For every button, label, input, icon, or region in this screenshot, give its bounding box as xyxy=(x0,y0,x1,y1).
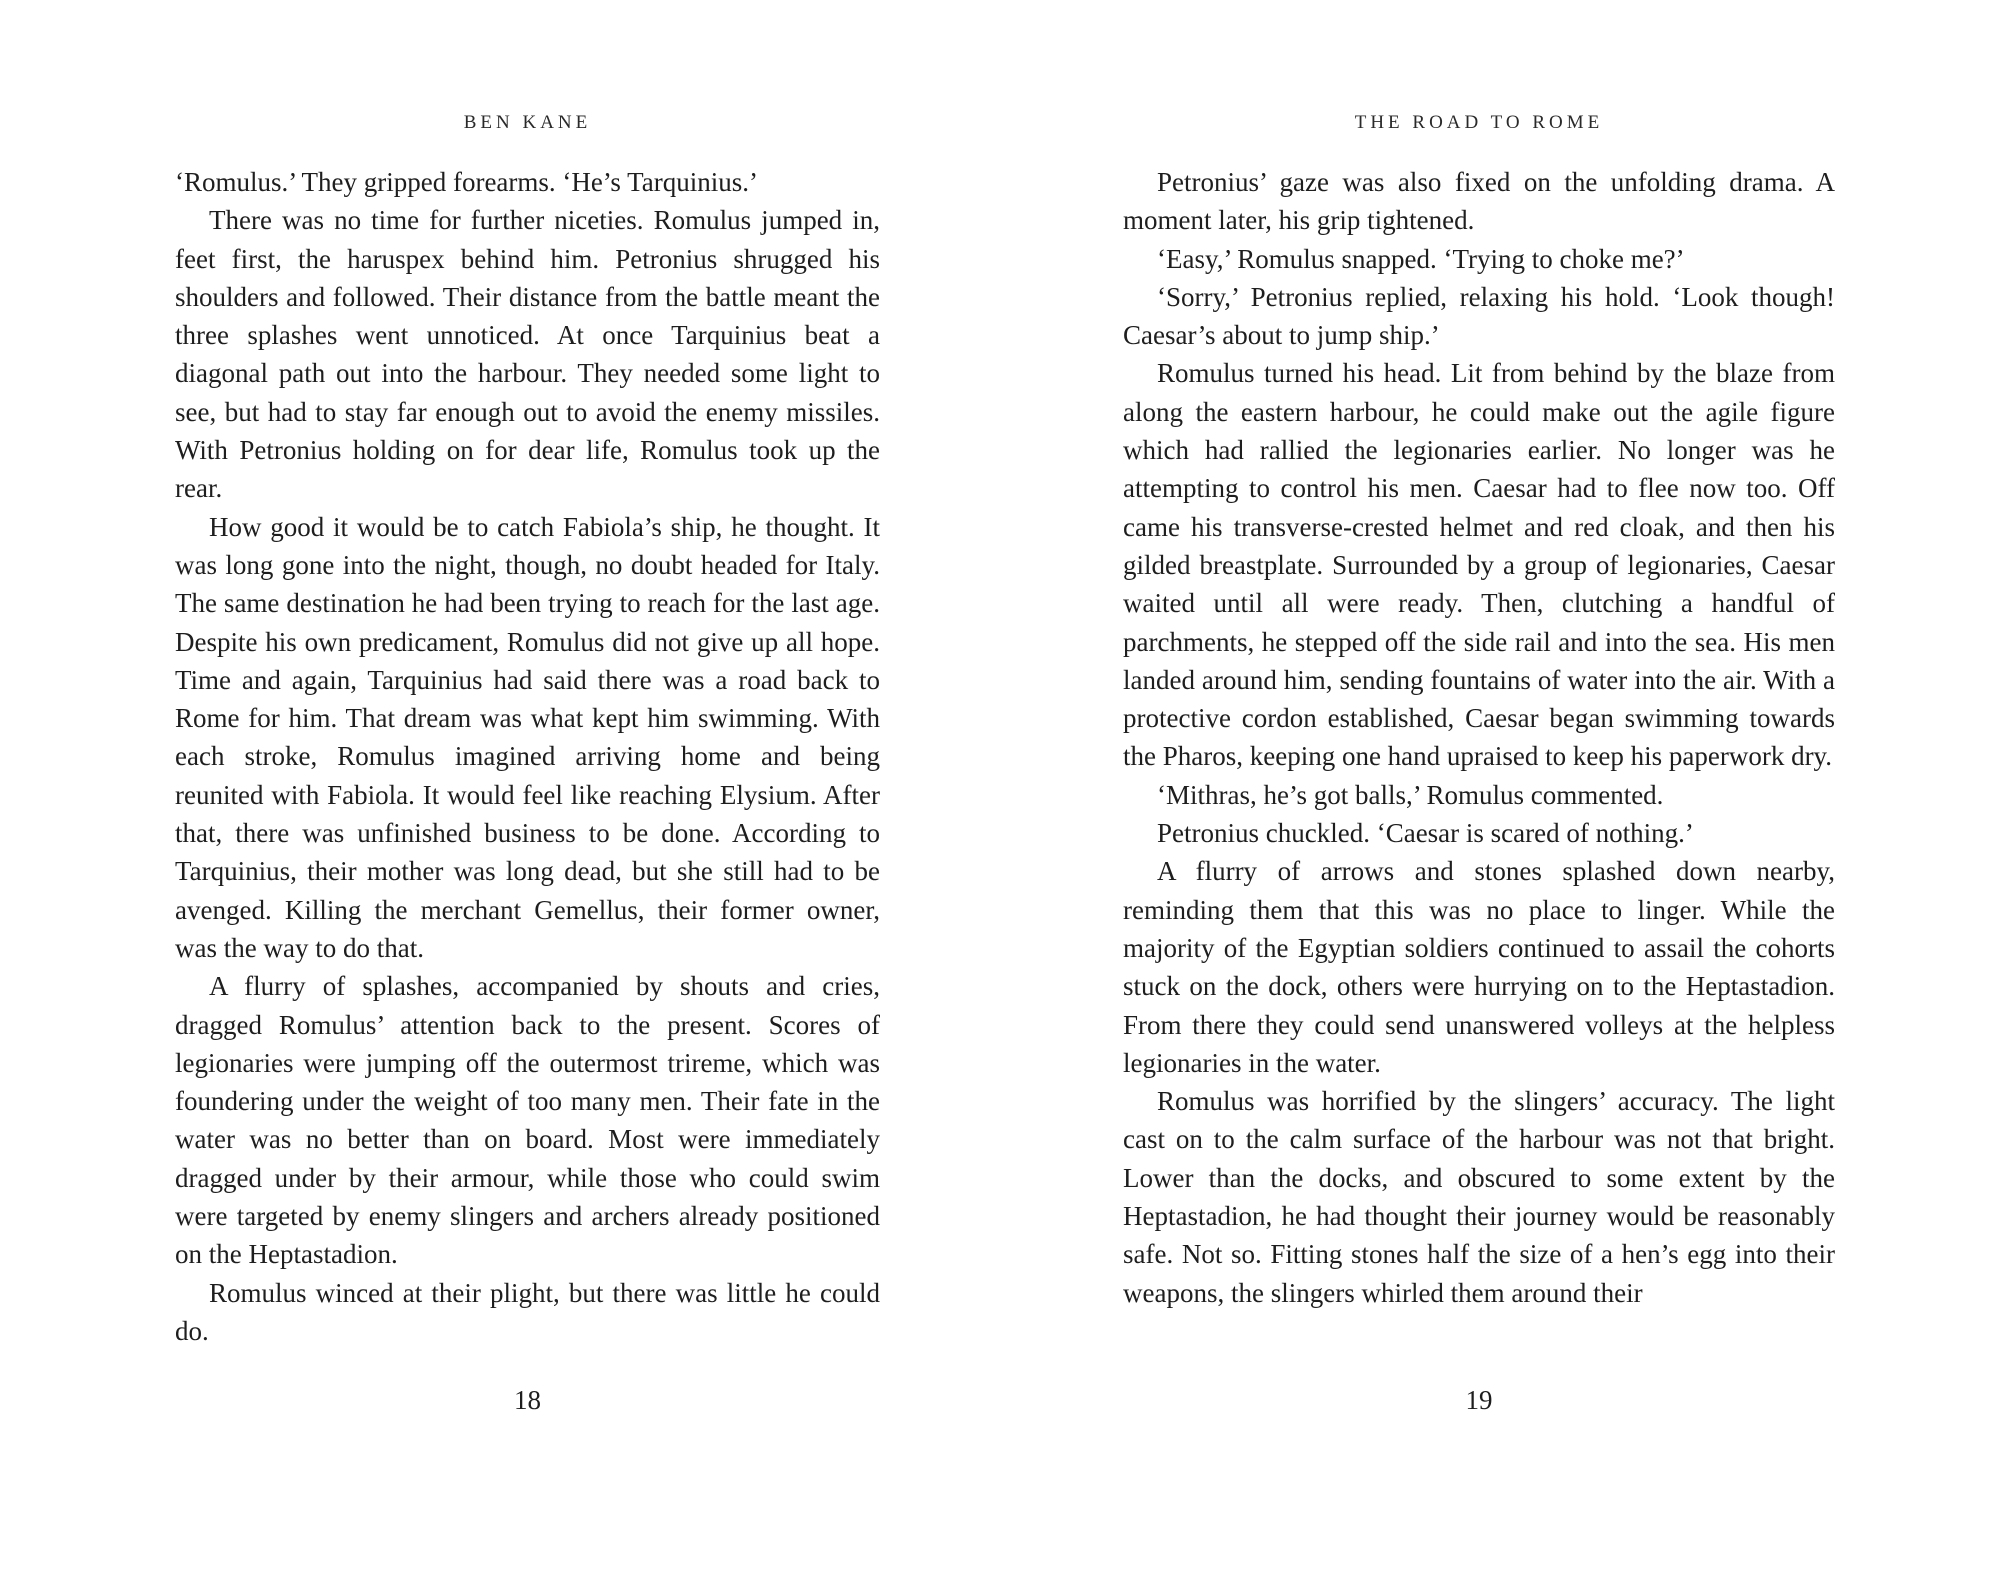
paragraph: ‘Mithras, he’s got balls,’ Romulus commented. xyxy=(1157,779,1664,810)
running-head-author: BEN KANE xyxy=(463,112,592,133)
paragraph: ‘Sorry,’ Petronius replied, relaxing his hold. ‘Look though! Caesar’s about to jump ship.’ xyxy=(1123,281,1835,351)
paragraph: ‘Romulus.’ They gripped forearms. ‘He’s Tarquinius.’ xyxy=(175,167,758,197)
right-page xyxy=(1123,0,1835,1583)
paragraph: There was no time for further niceties. Romulus jumped in, feet first, the haruspex behind him. Petronius shrugged his shoulders and followed. Their distance from the battle meant the three splashes went unnoticed. At once Tarquinius beat a diagonal path out into the harbour. They needed some light to see, but had to stay far enough out to avoid the enemy missiles. With Petronius holding on for dear life, Romulus took up the rear. xyxy=(175,205,880,504)
left-page xyxy=(175,0,880,1583)
paragraph: Romulus turned his head. Lit from behind by the blaze from along the eastern harbour, he could make out the agile figure which had rallied the legionaries earlier. No longer was he attempting to control his men. Caesar had to flee now too. Off came his transverse-crested helmet and red cloak, and then his gilded breastplate. Surrounded by a group of legionaries, Caesar waited until all were ready. Then, clutching a handful of parchments, he stepped off the side rail and into the sea. His men landed around him, sending fountains of water into the air. With a protective cordon established, Caesar began swimming towards the Pharos, keeping one hand upraised to keep his paperwork dry. xyxy=(1123,358,1835,772)
page-number: 19 xyxy=(1465,1385,1493,1415)
paragraph: Romulus winced at their plight, but there was little he could do. xyxy=(175,1277,880,1346)
paragraph: Petronius’ gaze was also fixed on the unfolding drama. A moment later, his grip tightened. xyxy=(1123,167,1835,236)
paragraph: How good it would be to catch Fabiola’s ship, he thought. It was long gone into the night, though, no doubt headed for Italy. The same destination he had been trying to reach for the last age. Despite his own predicament, Romulus did not give up all hope. Time and again, Tarquinius had said there was a road back to Rome for him. That dream was what kept him swimming. With each stroke, Romulus imagined arriving home and being reunited with Fabiola. It would feel like reaching Elysium. After that, there was unfinished business to be done. According to Tarquinius, their mother was long dead, but she still had to be avenged. Killing the merchant Gemellus, their former owner, was the way to do that. xyxy=(175,511,880,963)
paragraph: A flurry of arrows and stones splashed down nearby, reminding them that this was no place to linger. While the majority of the Egyptian soldiers continued to assail the cohorts stuck on the dock, others were hurrying on to the Heptastadion. From there they could send unanswered volleys at the helpless legionaries in the water. xyxy=(1123,856,1835,1078)
page-number: 18 xyxy=(514,1385,541,1415)
paragraph: A flurry of splashes, accompanied by shouts and cries, dragged Romulus’ attention back to the present. Scores of legionaries were jumping off the outermost trireme, which was foundering under the weight of too many men. Their fate in the water was no better than on board. Most were immediately dragged under by their armour, while those who could swim were targeted by enemy slingers and archers already positioned on the Heptastadion. xyxy=(175,971,880,1270)
right-page-body xyxy=(1123,163,1835,1312)
running-head-title: THE ROAD TO ROME xyxy=(1354,112,1604,133)
paragraph: Romulus was horrified by the slingers’ accuracy. The light cast on to the calm surface of the harbour was not that bright. Lower than the docks, and obscured to some extent by the Heptastadion, he had thought their journey would be reasonably safe. Not so. Fitting stones half the size of a hen’s egg into their weapons, the slingers whirled them around their xyxy=(1123,1086,1835,1308)
paragraph: Petronius chuckled. ‘Caesar is scared of nothing.’ xyxy=(1157,818,1694,849)
left-page-body xyxy=(175,163,880,1350)
paragraph: ‘Easy,’ Romulus snapped. ‘Trying to choke me?’ xyxy=(1157,243,1685,274)
